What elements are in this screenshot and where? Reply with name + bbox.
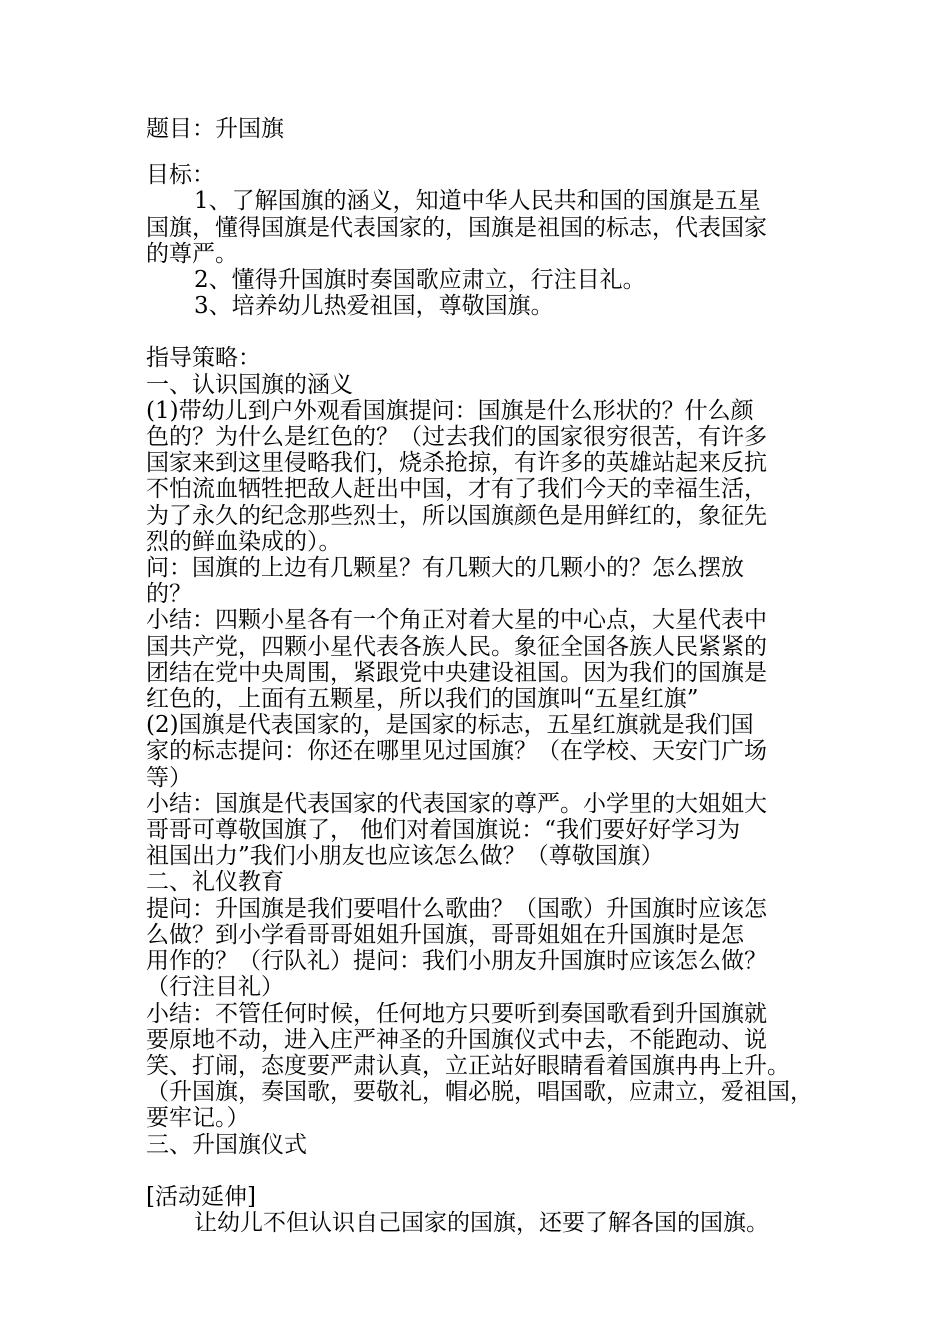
summary-line: 哥哥可尊敬国旗了， 他们对着国旗说：“我们要好好学习为 xyxy=(146,817,741,844)
paragraph-line: 等） xyxy=(146,764,192,791)
document-body xyxy=(146,116,813,1236)
doc-title: 题目：升国旗 xyxy=(146,116,284,142)
summary-line: 要原地不动，进入庄严神圣的升国旗仪式中去，不能跑动、说 xyxy=(146,1026,767,1053)
summary-line: 笑、打闹，态度要严肃认真，立正站好眼睛看着国旗冉冉上升。 xyxy=(146,1052,790,1079)
goal-1-line-3: 的尊严。 xyxy=(146,240,238,267)
goal-3: 3、培养幼儿热爱祖国，尊敬国旗。 xyxy=(194,293,554,320)
paragraph-line: 么做？到小学看哥哥姐姐升国旗，哥哥姐姐在升国旗时是怎 xyxy=(146,921,744,948)
paragraph-line: （行注目礼） xyxy=(146,974,284,1001)
paragraph-line: 不怕流血牺牲把敌人赶出中国，才有了我们今天的幸福生活， xyxy=(146,476,767,503)
question-line: 的？ xyxy=(146,581,192,608)
paragraph-line: 用作的？（行队礼）提问：我们小朋友升国旗时应该怎么做？ xyxy=(146,948,767,975)
goal-1-line-1: 1、了解国旗的涵义，知道中华人民共和国的国旗是五星 xyxy=(194,188,761,215)
paragraph-line: 国家来到这里侵略我们，烧杀抢掠，有许多的英雄站起来反抗 xyxy=(146,450,767,477)
strategy-heading: 指导策略： xyxy=(146,345,261,372)
paragraph-line: (2)国旗是代表国家的，是国家的标志，五星红旗就是我们国 xyxy=(146,712,754,739)
paragraph-line: 为了永久的纪念那些烈士，所以国旗颜色是用鲜红的，象征先 xyxy=(146,502,767,529)
paragraph-line: 家的标志提问：你还在哪里见过国旗？（在学校、天安门广场 xyxy=(146,738,767,765)
summary-line: 祖国出力”我们小朋友也应该怎么做？（尊敬国旗） xyxy=(146,843,664,870)
summary-line: 红色的，上面有五颗星，所以我们的国旗叫“五星红旗” xyxy=(146,686,699,713)
goal-1-line-2: 国旗，懂得国旗是代表国家的，国旗是祖国的标志，代表国家 xyxy=(146,214,767,241)
extension-text: 让幼儿不但认识自己国家的国旗，还要了解各国的国旗。 xyxy=(194,1209,769,1236)
extension-heading: [活动延伸] xyxy=(146,1183,256,1210)
section-3-heading: 三、升国旗仪式 xyxy=(146,1131,307,1158)
summary-line: 小结：国旗是代表国家的代表国家的尊严。小学里的大姐姐大 xyxy=(146,790,767,817)
question-line: 问：国旗的上边有几颗星？有几颗大的几颗小的？怎么摆放 xyxy=(146,555,744,582)
summary-line: 小结：不管任何时候，任何地方只要听到奏国歌看到升国旗就 xyxy=(146,1000,767,1027)
goal-2: 2、懂得升国旗时奏国歌应肃立，行注目礼。 xyxy=(194,267,646,294)
paragraph-line: 烈的鲜血染成的）。 xyxy=(146,528,342,555)
summary-line: （升国旗，奏国歌，要敬礼，帽必脱，唱国歌，应肃立，爱祖国， xyxy=(146,1079,813,1106)
goal-heading: 目标： xyxy=(146,162,215,189)
summary-line: 国共产党，四颗小星代表各族人民。象征全国各族人民紧紧的 xyxy=(146,633,767,660)
summary-line: 小结：四颗小星各有一个角正对着大星的中心点，大星代表中 xyxy=(146,607,767,634)
paragraph-line: 提问：升国旗是我们要唱什么歌曲？（国歌）升国旗时应该怎 xyxy=(146,895,767,922)
summary-line: 要牢记。） xyxy=(146,1105,250,1132)
summary-line: 团结在党中央周围，紧跟党中央建设祖国。因为我们的国旗是 xyxy=(146,659,767,686)
section-2-heading: 二、礼仪教育 xyxy=(146,869,284,896)
section-1-heading: 一、认识国旗的涵义 xyxy=(146,371,353,398)
paragraph-line: (1)带幼儿到户外观看国旗提问：国旗是什么形状的？什么颜 xyxy=(146,397,754,424)
paragraph-line: 色的？为什么是红色的？（过去我们的国家很穷很苦，有许多 xyxy=(146,424,767,451)
